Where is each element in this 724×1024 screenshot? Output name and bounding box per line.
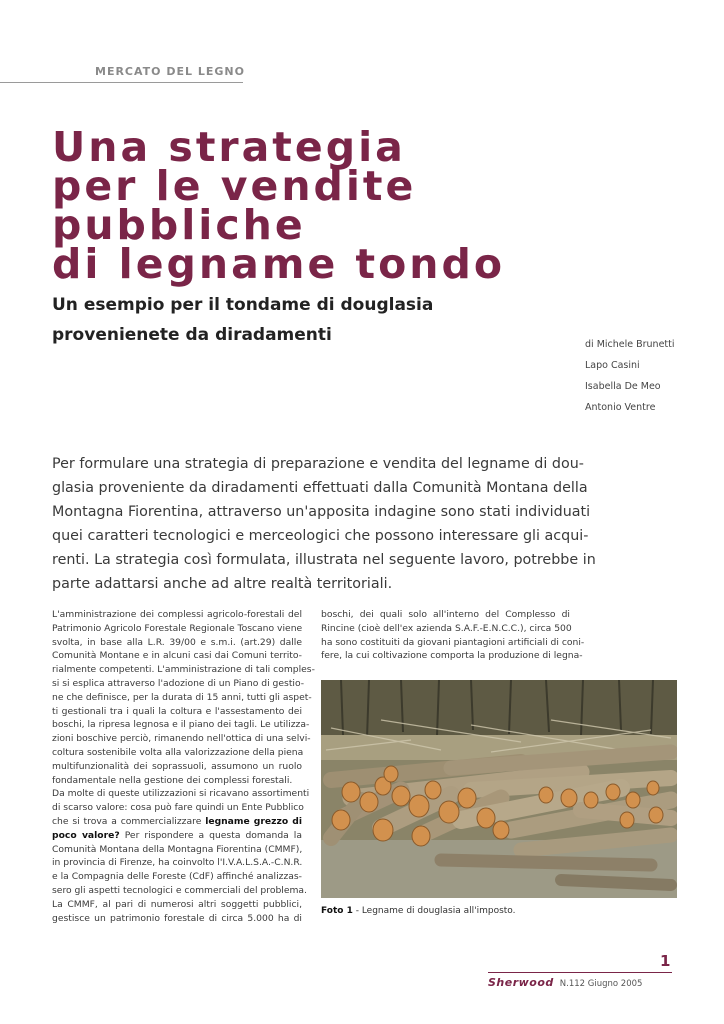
lead-line: glasia proveniente da diradamenti effettuati dalla Comunità Montana della [52,480,588,496]
section-label: MERCATO DEL LEGNO [95,65,245,78]
author: di Michele Brunetti [585,339,675,350]
page-number: 1 [660,952,671,970]
body-line: Comunità Montana della Montagna Fiorentina (CMMF), [52,843,303,855]
body-line: si si esplica attraverso l'adozione di un Piano di gestio- [52,677,305,689]
emphasis: poco valore? [52,829,120,841]
body-line: gestisce un patrimonio forestale di circa 5.000 ha di [52,912,302,924]
body-line: ti gestionali tra i quali la coltura e l'assestamento dei [52,705,302,717]
body-column-right [321,608,585,663]
caption-label: Foto 1 [321,906,353,916]
body-text: che si trova a commercializzare [52,815,206,827]
body-line: e la Compagnia delle Foreste (CdF) affinché analizzas- [52,871,302,883]
body-line: in provincia di Firenze, ha coinvolto l'I.V.A.L.S.A.-C.N.R. [52,857,303,869]
body-line: Patrimonio Agricolo Forestale Regionale Toscano viene [52,622,303,634]
body-line: ha sono costituiti da giovani piantagioni artificiali di coni- [321,636,585,648]
body-line: boschi, dei quali solo all'interno del Complesso di [321,609,570,620]
body-line: zioni boschive perciò, rimanendo nell'ottica di una selvi- [52,733,311,745]
body-line: rialmente competenti. L'amministrazione di tali comples- [52,664,315,676]
title-line: per le vendite [52,162,417,210]
footer [488,976,672,989]
photo [321,680,677,898]
body-line: ne che definisce, per la durata di 15 anni, tutti gli aspet- [52,691,312,703]
author: Isabella De Meo [585,381,661,392]
title-line: Una strategia [52,123,406,171]
body-line: di scarso valore: cosa può fare quindi un Ente Pubblico [52,802,304,814]
body-line: svolta, in base alla L.R. 39/00 e s.m.i. (art.29) dalle [52,636,302,648]
body-line: Da molte di queste utilizzazioni si ricavano assortimenti [52,788,310,800]
lead-line: Montagna Fiorentina, attraverso un'apposita indagine sono stati individuati [52,504,591,520]
footer-rule [488,972,672,973]
body-line: Comunità Montane e in alcuni casi dai Comuni territo- [52,650,302,662]
body-line: Rincine (cioè dell'ex azienda S.A.F.-E.N.C.C.), circa 500 [321,622,572,634]
body-column-left [52,608,315,925]
lead-line: Per formulare una strategia di preparazione e vendita del legname di dou- [52,456,584,472]
caption-text: - Legname di douglasia all'imposto. [352,906,516,916]
body-line: sero gli aspetti tecnologici e commerciali del problema. [52,884,307,896]
body-line: fere, la cui coltivazione comporta la produzione di legna- [321,650,583,662]
body-line: boschi, la ripresa legnosa e il piano dei tagli. Le utilizza- [52,719,310,731]
body-line: fondamentale nella gestione dei complessi forestali. [52,774,293,786]
title-line: pubbliche [52,201,306,249]
lead-paragraph [52,452,596,596]
photo-caption [321,906,516,916]
article-title [52,123,692,288]
issue-info: N.112 Giugno 2005 [559,979,643,989]
lead-line: parte adattarsi anche ad altre realtà territoriali. [52,576,393,592]
body-text: Per rispondere a questa domanda la [119,829,302,841]
title-line: di legname tondo [52,240,506,288]
body-line [52,829,302,843]
author: Lapo Casini [585,360,640,371]
emphasis: legname grezzo di [205,815,302,827]
subtitle-line: provenienete da diradamenti [52,325,332,345]
body-line: coltura sostenibile volta alla valorizzazione della piena [52,746,304,758]
magazine-brand: Sherwood [488,976,554,989]
body-line: La CMMF, al pari di numerosi altri soggetti pubblici, [52,898,302,910]
body-line: L'amministrazione dei complessi agricolo-forestali del [52,609,302,620]
subtitle-line: Un esempio per il tondame di douglasia [52,295,434,315]
section-rule [0,82,243,83]
body-line [52,815,302,829]
author-list [585,334,675,418]
lead-line: renti. La strategia così formulata, illustrata nel seguente lavoro, potrebbe in [52,552,596,568]
article-subtitle [52,290,532,350]
photo-logs-icon [321,680,677,898]
body-line: multifunzionalità dei soprassuoli, assumono un ruolo [52,760,302,772]
author: Antonio Ventre [585,402,656,413]
lead-line: quei caratteri tecnologici e merceologici che possono interessare gli acqui- [52,528,589,544]
